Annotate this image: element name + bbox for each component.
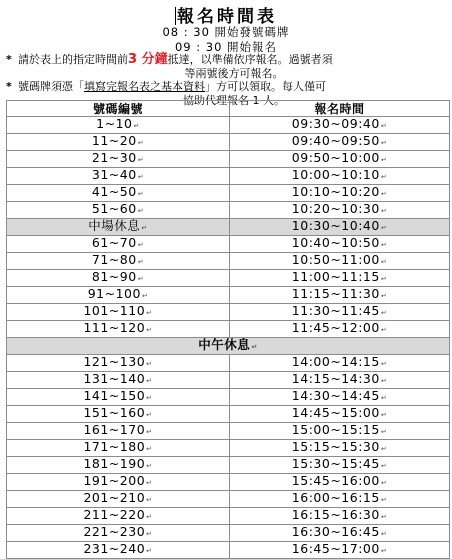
- schedule-body: [7, 117, 450, 559]
- table-row: [7, 321, 450, 338]
- cell-time-range: 15:45~16:00 ↵: [230, 474, 450, 491]
- cell-number-range: 81~90 ↵: [7, 270, 230, 287]
- cell-number-range: 231~240 ↵: [7, 542, 230, 559]
- cell-time-range: 10:00~10:10 ↵: [230, 168, 450, 185]
- header-number: 號碼編號: [7, 101, 230, 117]
- cell-number-range: 211~220 ↵: [7, 508, 230, 525]
- mid-break-label: 中場休息 ↵: [7, 219, 230, 236]
- cell-number-range: 181~190 ↵: [7, 457, 230, 474]
- note-arrival: [6, 53, 448, 81]
- note-ticket-pre: 號碼牌須憑「: [18, 80, 84, 93]
- cell-number-range: 1~10 ↵: [7, 117, 230, 134]
- cell-time-range: 16:45~17:00 ↵: [230, 542, 450, 559]
- cell-time-range: 10:10~10:20 ↵: [230, 185, 450, 202]
- cell-number-range: 31~40 ↵: [7, 168, 230, 185]
- cell-time-range: 14:15~14:30 ↵: [230, 372, 450, 389]
- cell-number-range: 61~70 ↵: [7, 236, 230, 253]
- lunch-break-row: [7, 338, 450, 355]
- table-row: [7, 117, 450, 134]
- cell-time-range: 16:00~16:15 ↵: [230, 491, 450, 508]
- table-row: [7, 508, 450, 525]
- cell-time-range: 16:15~16:30 ↵: [230, 508, 450, 525]
- note-arrival-pre: 請於表上的指定時間前: [18, 53, 128, 66]
- table-row: [7, 185, 450, 202]
- cell-time-range: 10:40~10:50 ↵: [230, 236, 450, 253]
- cell-time-range: 09:40~09:50 ↵: [230, 134, 450, 151]
- cell-time-range: 11:30~11:45 ↵: [230, 304, 450, 321]
- note-ticket-post: 」方可以領取。每人僅可: [205, 80, 326, 93]
- lunch-break-label: 中午休息 ↵: [7, 338, 450, 355]
- table-row: [7, 406, 450, 423]
- cell-time-range: 16:30~16:45 ↵: [230, 525, 450, 542]
- note-arrival-highlight: 3 分鐘: [128, 52, 168, 67]
- cell-number-range: 161~170 ↵: [7, 423, 230, 440]
- cell-time-range: 15:30~15:45 ↵: [230, 457, 450, 474]
- cell-time-range: 15:00~15:15 ↵: [230, 423, 450, 440]
- table-row: [7, 304, 450, 321]
- table-row: [7, 389, 450, 406]
- cell-number-range: 11~20 ↵: [7, 134, 230, 151]
- cell-time-range: 11:15~11:30 ↵: [230, 287, 450, 304]
- cell-number-range: 191~200 ↵: [7, 474, 230, 491]
- bullet-star-icon: *: [6, 53, 12, 66]
- line-registration-start: 09 : 30 開始報名: [174, 40, 278, 54]
- schedule-table: [6, 100, 450, 559]
- cell-time-range: 15:15~15:30 ↵: [230, 440, 450, 457]
- cell-number-range: 201~210 ↵: [7, 491, 230, 508]
- table-row: [7, 236, 450, 253]
- table-row: [7, 542, 450, 559]
- table-row: [7, 168, 450, 185]
- cell-number-range: 121~130 ↵: [7, 355, 230, 372]
- table-row: [7, 423, 450, 440]
- cell-time-range: 14:30~14:45 ↵: [230, 389, 450, 406]
- cell-number-range: 41~50 ↵: [7, 185, 230, 202]
- table-row: [7, 491, 450, 508]
- note-arrival-post: 抵達，以準備依序報名。過號者須: [167, 53, 333, 66]
- cell-time-range: 11:45~12:00 ↵: [230, 321, 450, 338]
- cell-time-range: 09:30~09:40 ↵: [230, 117, 450, 134]
- line-ticket-start: 08 : 30 開始發號碼牌: [162, 25, 290, 39]
- note-ticket-underlined: 填寫完報名表之基本資料: [84, 80, 205, 93]
- cell-number-range: 141~150 ↵: [7, 389, 230, 406]
- cell-number-range: 171~180 ↵: [7, 440, 230, 457]
- cell-number-range: 221~230 ↵: [7, 525, 230, 542]
- table-row: [7, 253, 450, 270]
- table-row: [7, 270, 450, 287]
- table-row: [7, 287, 450, 304]
- table-row: [7, 151, 450, 168]
- note-ticket-cont: 協助代理報名 1 人。: [183, 94, 285, 107]
- cell-number-range: 91~100 ↵: [7, 287, 230, 304]
- cell-number-range: 101~110 ↵: [7, 304, 230, 321]
- cell-time-range: 10:20~10:30 ↵: [230, 202, 450, 219]
- table-row: [7, 372, 450, 389]
- text-cursor: [175, 7, 176, 25]
- table-row: [7, 202, 450, 219]
- header-time: 報名時間: [230, 101, 450, 117]
- cell-number-range: 51~60 ↵: [7, 202, 230, 219]
- cell-number-range: 71~80 ↵: [7, 253, 230, 270]
- mid-break-row: [7, 219, 450, 236]
- cell-time-range: 14:00~14:15 ↵: [230, 355, 450, 372]
- mid-break-time: 10:30~10:40 ↵: [230, 219, 450, 236]
- note-arrival-cont: 等兩號後方可報名。: [184, 67, 284, 80]
- table-row: [7, 474, 450, 491]
- table-row: [7, 440, 450, 457]
- cell-time-range: 10:50~11:00 ↵: [230, 253, 450, 270]
- cell-time-range: 09:50~10:00 ↵: [230, 151, 450, 168]
- title-text: 報名時間表: [177, 7, 277, 27]
- cell-time-range: 14:45~15:00 ↵: [230, 406, 450, 423]
- table-row: [7, 355, 450, 372]
- cell-number-range: 131~140 ↵: [7, 372, 230, 389]
- bullet-star-icon: *: [6, 80, 12, 93]
- cell-number-range: 111~120 ↵: [7, 321, 230, 338]
- table-row: [7, 134, 450, 151]
- table-row: [7, 525, 450, 542]
- table-row: [7, 457, 450, 474]
- cell-time-range: 11:00~11:15 ↵: [230, 270, 450, 287]
- cell-number-range: 151~160 ↵: [7, 406, 230, 423]
- table-header-row: [7, 101, 450, 117]
- cell-number-range: 21~30 ↵: [7, 151, 230, 168]
